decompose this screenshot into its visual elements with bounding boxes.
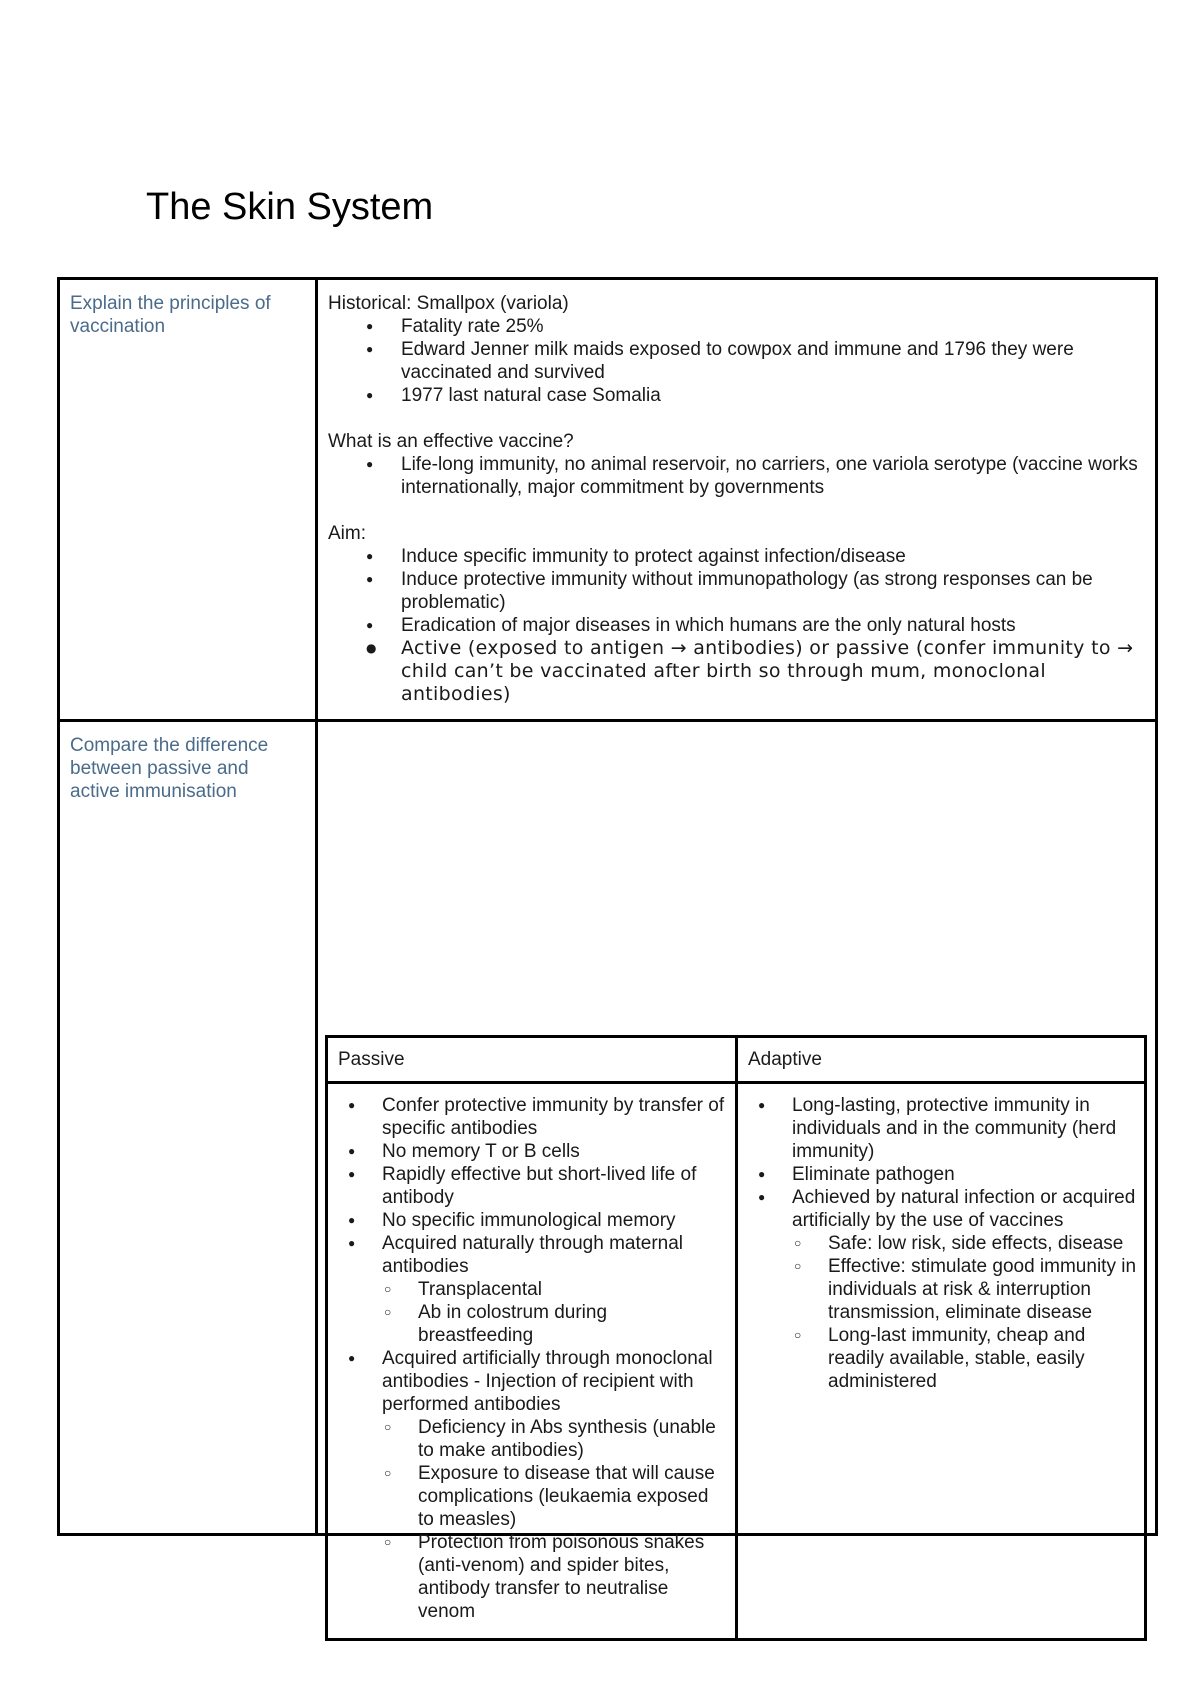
list-item: ● Eliminate pathogen	[738, 1163, 1144, 1186]
aim-heading: Aim:	[328, 523, 366, 544]
list-item-text: Acquired artificially through monoclonal antibodies - Injection of recipient with performed antibodies	[382, 1348, 713, 1415]
list-item-text: Acquired naturally through maternal antibodies	[382, 1233, 684, 1277]
row-label-immunisation: Compare the difference between passive and active immunisation	[70, 735, 269, 802]
list-item: ● Edward Jenner milk maids exposed to cowpox and immune and 1796 they were vaccinated and survived	[328, 338, 1143, 384]
historical-heading: Historical: Smallpox (variola)	[328, 293, 569, 314]
adaptive-header: Adaptive	[748, 1049, 822, 1070]
artificial-sublist	[382, 1416, 727, 1623]
list-item	[328, 1232, 733, 1347]
sub-list-item: ○ Protection from poisonous snakes (anti-venom) and spider bites, antibody transfer to neutralise venom	[382, 1531, 727, 1623]
list-item: ● Active (exposed to antigen → antibodies) or passive (confer immunity to → child can’t be vaccinated after birth so through mum, monoclonal antibodies)	[328, 637, 1143, 706]
table-row-vaccination	[60, 280, 1155, 722]
sub-list-item: ○ Effective: stimulate good immunity in individuals at risk & interruption transmission, eliminate disease	[792, 1255, 1138, 1324]
sub-list-item: ○ Deficiency in Abs synthesis (unable to make antibodies)	[382, 1416, 727, 1462]
passive-cell	[328, 1094, 733, 1623]
page-title: The Skin System	[146, 186, 434, 228]
list-item: ● Long-lasting, protective immunity in individuals and in the community (herd immunity)	[738, 1094, 1144, 1163]
list-item: ● Life-long immunity, no animal reservoir, no carriers, one variola serotype (vaccine works internationally, major commitment by governments	[328, 453, 1143, 499]
aim-list	[328, 545, 1143, 706]
list-item	[738, 1186, 1144, 1393]
passive-header: Passive	[338, 1049, 405, 1070]
list-item: ● Confer protective immunity by transfer of specific antibodies	[328, 1094, 733, 1140]
historical-list	[328, 315, 1143, 407]
sub-list-item: ○ Transplacental	[382, 1278, 727, 1301]
passive-list	[328, 1094, 733, 1623]
list-item-text: Achieved by natural infection or acquired artificially by the use of vaccines	[792, 1187, 1136, 1231]
column-divider	[315, 722, 318, 1533]
sub-list-item: ○ Ab in colostrum during breastfeeding	[382, 1301, 727, 1347]
list-item: ● No memory T or B cells	[328, 1140, 733, 1163]
adaptive-cell	[738, 1094, 1144, 1393]
effective-vaccine-heading: What is an effective vaccine?	[328, 431, 574, 452]
vaccination-content	[328, 292, 1143, 706]
list-item: ● Eradication of major diseases in which humans are the only natural hosts	[328, 614, 1143, 637]
column-divider	[315, 280, 318, 719]
list-item: ● 1977 last natural case Somalia	[328, 384, 1143, 407]
effective-vaccine-list	[328, 453, 1143, 499]
maternal-sublist	[382, 1278, 727, 1347]
comparison-table	[325, 1035, 1147, 1641]
list-item	[328, 1347, 733, 1623]
sub-list-item: ○ Long-last immunity, cheap and readily available, stable, easily administered	[792, 1324, 1138, 1393]
list-item: ● Fatality rate 25%	[328, 315, 1143, 338]
adaptive-list	[738, 1094, 1144, 1393]
list-item: ● Induce protective immunity without immunopathology (as strong responses can be problematic)	[328, 568, 1143, 614]
list-item: ● No specific immunological memory	[328, 1209, 733, 1232]
list-item: ● Rapidly effective but short-lived life of antibody	[328, 1163, 733, 1209]
vaccine-sublist	[792, 1232, 1138, 1393]
row-label-vaccination: Explain the principles of vaccination	[70, 293, 271, 337]
sub-list-item: ○ Exposure to disease that will cause complications (leukaemia exposed to measles)	[382, 1462, 727, 1531]
list-item: ● Induce specific immunity to protect against infection/disease	[328, 545, 1143, 568]
sub-list-item: ○ Safe: low risk, side effects, disease	[792, 1232, 1138, 1255]
notes-table	[57, 277, 1158, 1622]
